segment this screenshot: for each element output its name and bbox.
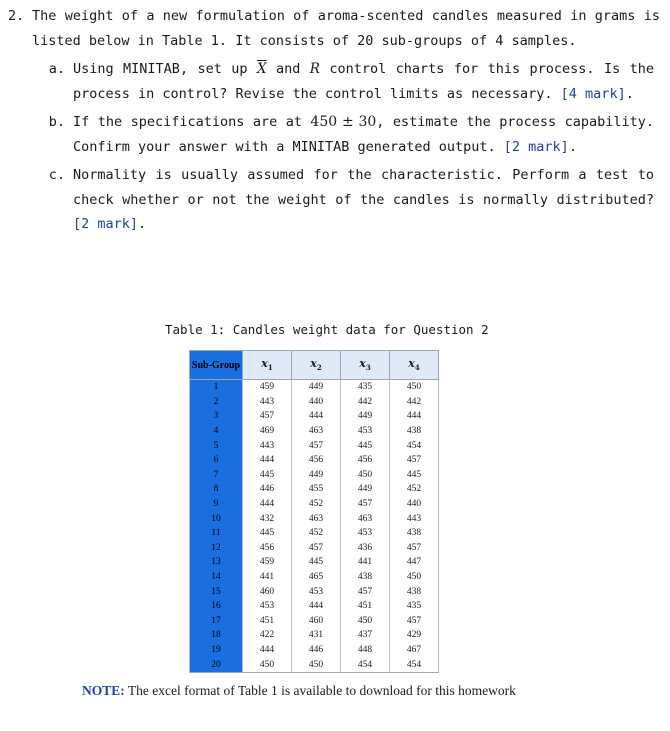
subgroup-cell: 12 <box>190 541 243 556</box>
part-b-end: . <box>568 138 577 155</box>
weight-cell: 432 <box>243 511 292 526</box>
weight-cell: 444 <box>292 599 341 614</box>
question-intro <box>8 4 660 53</box>
subgroup-cell: 16 <box>190 599 243 614</box>
question-intro-text: The weight of a new formulation of aroma-scented candles measured in grams is listed below in Table 1. It consists of 20 sub-groups of 4 samples. <box>32 8 660 49</box>
part-b-mark: [2 mark] <box>503 138 569 155</box>
part-a <box>8 57 660 106</box>
weight-cell: 444 <box>243 497 292 512</box>
weight-cell: 445 <box>243 468 292 483</box>
subgroup-cell: 6 <box>190 453 243 468</box>
weight-cell: 453 <box>243 599 292 614</box>
weight-cell: 457 <box>390 614 439 629</box>
part-c-mark: [2 mark] <box>73 216 139 232</box>
weight-cell: 445 <box>390 468 439 483</box>
subgroup-cell: 8 <box>190 482 243 497</box>
weight-cell: 465 <box>292 570 341 585</box>
weight-cell: 429 <box>390 628 439 643</box>
subgroup-cell: 11 <box>190 526 243 541</box>
weight-cell: 452 <box>292 497 341 512</box>
part-c-body: Normality is usually assumed for the characteristic. Perform a test to check whether or not the weight of the candles is normally distributed? <box>73 167 654 208</box>
table-row <box>190 628 439 643</box>
table-row <box>190 409 439 424</box>
weight-cell: 438 <box>390 424 439 439</box>
weight-cell: 440 <box>390 497 439 512</box>
part-c-end: . <box>138 216 147 232</box>
weight-cell: 457 <box>341 497 390 512</box>
weight-cell: 463 <box>292 424 341 439</box>
weight-cell: 457 <box>243 409 292 424</box>
header-x1-label: x <box>261 357 268 371</box>
weight-cell: 453 <box>341 526 390 541</box>
table-body <box>190 380 439 673</box>
note <box>82 683 516 699</box>
weight-cell: 454 <box>341 657 390 672</box>
table-row <box>190 482 439 497</box>
subgroup-cell: 19 <box>190 643 243 658</box>
subgroup-cell: 17 <box>190 614 243 629</box>
part-c <box>8 163 660 237</box>
table-row <box>190 438 439 453</box>
weight-cell: 452 <box>292 526 341 541</box>
weight-cell: 456 <box>341 453 390 468</box>
subgroup-cell: 9 <box>190 497 243 512</box>
header-x1 <box>243 351 292 380</box>
weight-cell: 444 <box>390 409 439 424</box>
weight-cell: 457 <box>341 584 390 599</box>
weight-cell: 450 <box>390 380 439 395</box>
header-x2-sub: 2 <box>316 363 322 373</box>
weight-cell: 438 <box>390 584 439 599</box>
weight-cell: 441 <box>243 570 292 585</box>
weight-cell: 457 <box>390 541 439 556</box>
subgroup-cell: 3 <box>190 409 243 424</box>
weight-cell: 452 <box>390 482 439 497</box>
table-row <box>190 555 439 570</box>
header-x4-sub: 4 <box>414 363 420 373</box>
weight-cell: 457 <box>390 453 439 468</box>
weight-cell: 440 <box>292 395 341 410</box>
table-row <box>190 599 439 614</box>
weight-cell: 449 <box>292 468 341 483</box>
subgroup-cell: 5 <box>190 438 243 453</box>
weight-cell: 441 <box>341 555 390 570</box>
weight-cell: 445 <box>341 438 390 453</box>
table-row <box>190 424 439 439</box>
weight-cell: 454 <box>390 657 439 672</box>
table-caption: Table 1: Candles weight data for Question 2 <box>165 322 489 337</box>
table-row <box>190 453 439 468</box>
weight-cell: 443 <box>243 438 292 453</box>
subgroup-cell: 4 <box>190 424 243 439</box>
header-subgroup: Sub-Group <box>190 351 243 380</box>
weight-cell: 453 <box>341 424 390 439</box>
weight-cell: 449 <box>341 482 390 497</box>
weight-cell: 450 <box>292 657 341 672</box>
part-b-text-before: If the specifications are at <box>73 114 311 130</box>
header-x1-sub: 1 <box>267 363 273 373</box>
weight-cell: 435 <box>390 599 439 614</box>
table-row <box>190 541 439 556</box>
weight-cell: 456 <box>292 453 341 468</box>
table-row <box>190 497 439 512</box>
r-symbol: R <box>309 61 320 77</box>
weight-cell: 436 <box>341 541 390 556</box>
table-row <box>190 511 439 526</box>
part-a-text-middle: and <box>266 61 310 77</box>
weight-cell: 451 <box>243 614 292 629</box>
weight-cell: 442 <box>390 395 439 410</box>
weight-cell: 457 <box>292 438 341 453</box>
weight-cell: 438 <box>341 570 390 585</box>
weight-cell: 469 <box>243 424 292 439</box>
xbar-symbol: $\overline{X}$ <box>256 61 267 77</box>
header-x3 <box>341 351 390 380</box>
question-block <box>8 4 660 237</box>
header-x4-label: x <box>408 357 415 371</box>
table-row <box>190 380 439 395</box>
weight-cell: 422 <box>243 628 292 643</box>
weight-cell: 450 <box>341 468 390 483</box>
part-c-letter: c. <box>48 167 65 183</box>
weight-cell: 449 <box>341 409 390 424</box>
spec-value: 450 ± 30 <box>310 114 377 130</box>
part-a-end: . <box>625 85 634 102</box>
subgroup-cell: 20 <box>190 657 243 672</box>
weight-cell: 446 <box>292 643 341 658</box>
part-c-text <box>73 163 660 237</box>
weight-cell: 437 <box>341 628 390 643</box>
weight-cell: 443 <box>243 395 292 410</box>
weight-cell: 450 <box>243 657 292 672</box>
weight-cell: 459 <box>243 380 292 395</box>
weight-cell: 463 <box>341 511 390 526</box>
weight-cell: 450 <box>390 570 439 585</box>
weight-cell: 438 <box>390 526 439 541</box>
part-a-text-after: control charts for this process. Is the process in control? Revise the control limits as necessary. <box>73 61 655 102</box>
weight-cell: 449 <box>292 380 341 395</box>
table-row <box>190 526 439 541</box>
weight-cell: 455 <box>292 482 341 497</box>
part-a-text <box>73 57 660 106</box>
weight-cell: 459 <box>243 555 292 570</box>
weight-cell: 445 <box>292 555 341 570</box>
header-x3-sub: 3 <box>365 363 371 373</box>
weight-cell: 444 <box>243 453 292 468</box>
weight-cell: 463 <box>292 511 341 526</box>
weight-cell: 431 <box>292 628 341 643</box>
part-b <box>8 110 660 159</box>
weight-cell: 460 <box>292 614 341 629</box>
weight-cell: 447 <box>390 555 439 570</box>
header-x2-label: x <box>310 357 317 371</box>
part-b-letter: b. <box>48 114 65 130</box>
weight-cell: 442 <box>341 395 390 410</box>
subgroup-cell: 1 <box>190 380 243 395</box>
part-b-text-after: , estimate the process capability. Confirm your answer with a MINITAB generated output. <box>73 114 654 155</box>
subgroup-cell: 15 <box>190 584 243 599</box>
table-row <box>190 395 439 410</box>
weight-cell: 467 <box>390 643 439 658</box>
weight-cell: 456 <box>243 541 292 556</box>
table-row <box>190 468 439 483</box>
subgroup-cell: 18 <box>190 628 243 643</box>
weight-cell: 457 <box>292 541 341 556</box>
part-b-text <box>73 110 660 159</box>
note-label: NOTE: <box>82 683 125 698</box>
part-a-letter: a. <box>48 61 65 77</box>
weight-cell: 453 <box>292 584 341 599</box>
table-header-row <box>190 351 439 380</box>
table-row <box>190 614 439 629</box>
part-a-text-before: Using MINITAB, set up <box>73 61 257 77</box>
part-a-mark: [4 mark] <box>560 85 626 102</box>
header-x2 <box>292 351 341 380</box>
subgroup-cell: 2 <box>190 395 243 410</box>
weight-cell: 451 <box>341 599 390 614</box>
weight-cell: 446 <box>243 482 292 497</box>
subgroup-cell: 14 <box>190 570 243 585</box>
subgroup-cell: 10 <box>190 511 243 526</box>
weight-cell: 445 <box>243 526 292 541</box>
weight-cell: 443 <box>390 511 439 526</box>
weight-cell: 435 <box>341 380 390 395</box>
header-x4 <box>390 351 439 380</box>
table-row <box>190 570 439 585</box>
weight-cell: 448 <box>341 643 390 658</box>
weight-cell: 444 <box>292 409 341 424</box>
question-number: 2. <box>8 8 25 24</box>
candles-weight-table <box>189 350 439 673</box>
weight-cell: 444 <box>243 643 292 658</box>
note-text: The excel format of Table 1 is available to download for this homework <box>124 683 516 698</box>
weight-cell: 450 <box>341 614 390 629</box>
weight-cell: 454 <box>390 438 439 453</box>
table-row <box>190 643 439 658</box>
header-x3-label: x <box>359 357 366 371</box>
subgroup-cell: 13 <box>190 555 243 570</box>
table-row <box>190 657 439 672</box>
table-row <box>190 584 439 599</box>
weight-cell: 460 <box>243 584 292 599</box>
subgroup-cell: 7 <box>190 468 243 483</box>
